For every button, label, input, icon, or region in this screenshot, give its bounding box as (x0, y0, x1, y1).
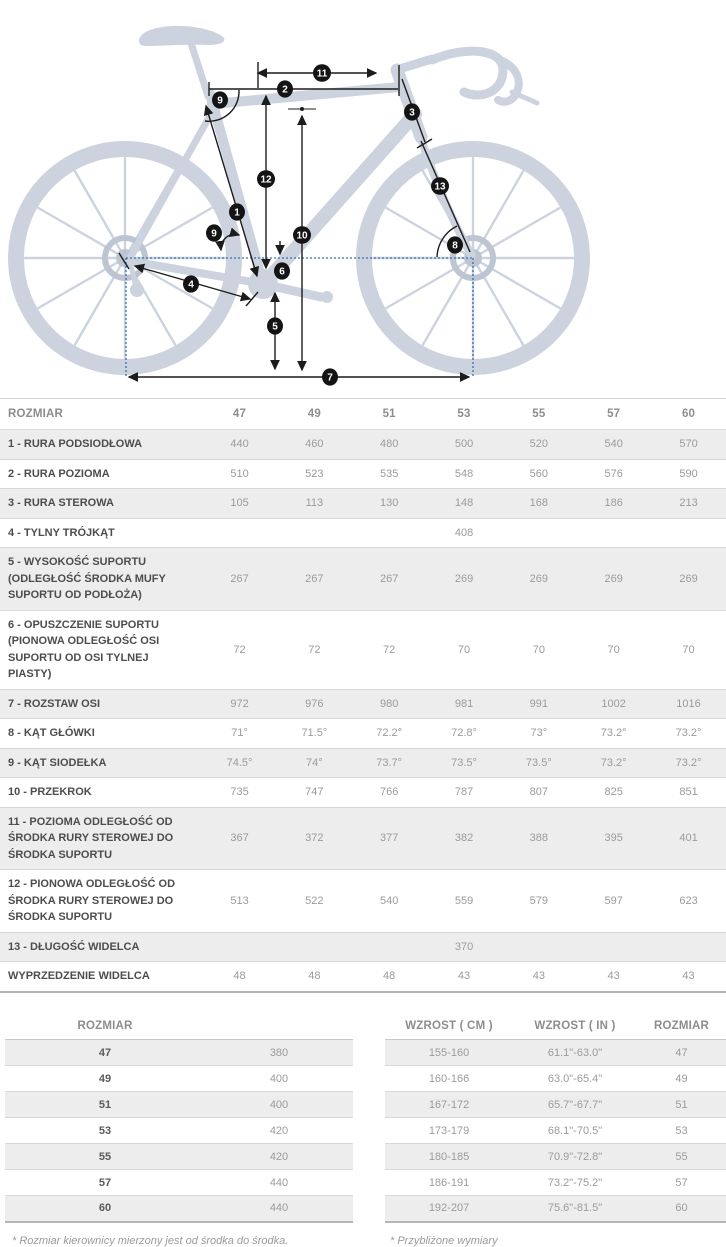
table-row (0, 962, 726, 992)
value-cell: 70 (607, 643, 620, 656)
bike-geometry-illustration (0, 0, 726, 398)
value-cell: 269 (454, 572, 474, 585)
value-cell: 269 (679, 572, 698, 585)
badge-5 (267, 317, 283, 334)
row-label: 9 - KĄT SIODEŁKA (8, 756, 107, 769)
value-cell: 576 (604, 467, 623, 480)
height-cm-cell: 186-191 (428, 1176, 470, 1189)
svg-text:4: 4 (188, 279, 194, 291)
value-cell: 460 (305, 438, 324, 451)
row-label: 12 - PIONOWA ODLEGŁOŚĆ OD ŚRODKA RURY STEROWEJ DO ŚRODKA SUPORTU (8, 878, 176, 923)
size-header-label: ROZMIAR (637, 1014, 726, 1040)
value-cell: 377 (380, 832, 399, 845)
value-cell: 372 (305, 832, 324, 845)
badge-9-bottom (206, 224, 222, 241)
table-row (385, 1118, 726, 1144)
value-cell: 400 (269, 1098, 289, 1111)
value-cell: 522 (305, 894, 324, 907)
value-cell: 787 (454, 786, 474, 799)
height-in-cell: 70.9"-72.8" (547, 1150, 603, 1163)
value-cell: 168 (529, 497, 549, 510)
row-label: 3 - RURA STEROWA (8, 497, 114, 509)
rear-derailleur (130, 283, 144, 297)
value-cell: 976 (305, 697, 324, 710)
handlebar-size-table (5, 1014, 353, 1223)
value-cell: 74° (306, 756, 323, 769)
value-cell (202, 518, 277, 548)
rider-height-sizing-table (385, 1014, 726, 1223)
value-cell: 71° (231, 727, 248, 740)
value-cell: 43 (682, 970, 695, 983)
badge-4 (183, 275, 199, 292)
table-row (385, 1196, 726, 1222)
size-cell: 47 (675, 1046, 688, 1059)
svg-text:12: 12 (260, 174, 272, 186)
handlebar-footnote: * Rozmiar kierownicy mierzony jest od środka do środka. (12, 1234, 289, 1247)
stem (396, 59, 432, 70)
size-cell: 57 (98, 1176, 112, 1189)
badge-10 (293, 226, 311, 244)
value-cell: 267 (380, 572, 399, 585)
value-cell: 382 (454, 832, 474, 845)
value-cell: 73.2° (675, 727, 702, 740)
value-cell: 73.7° (376, 756, 403, 769)
value-cell: 535 (380, 467, 399, 480)
value-cell: 981 (454, 697, 474, 710)
value-cell: 48 (383, 970, 396, 983)
value-cell: 70 (682, 643, 695, 656)
value-cell: 73.2° (600, 756, 627, 769)
value-cell: 825 (604, 786, 623, 799)
badge-11 (313, 64, 331, 82)
height-cm-cell: 173-179 (428, 1124, 470, 1137)
value-cell: 747 (305, 786, 324, 799)
svg-text:7: 7 (327, 372, 333, 384)
size-cell: 49 (98, 1072, 112, 1085)
value-cell: 73.5° (525, 756, 552, 769)
value-cell: 420 (269, 1124, 289, 1137)
value-cell: 370 (454, 940, 474, 953)
value-cell: 72.8° (451, 727, 477, 740)
size-column-header: 55 (532, 408, 546, 420)
table-row (0, 689, 726, 719)
saddle (139, 26, 224, 46)
value-cell (202, 932, 277, 962)
handlebar-header-row (5, 1014, 353, 1040)
value-cell: 401 (679, 832, 698, 845)
value-cell: 72 (308, 643, 321, 656)
row-label: WYPRZEDZENIE WIDELCA (8, 970, 150, 982)
value-cell: 186 (604, 497, 623, 510)
footnotes (0, 1235, 726, 1247)
value-cell: 559 (454, 894, 474, 907)
value-cell: 1002 (601, 697, 626, 710)
row-label: 13 - DŁUGOŚĆ WIDELCA (8, 940, 140, 953)
value-cell: 590 (679, 467, 698, 480)
value-cell: 70 (457, 643, 471, 656)
value-cell (651, 518, 726, 548)
value-cell: 766 (380, 786, 399, 799)
value-cell (352, 518, 427, 548)
row-label: 1 - RURA PODSIODŁOWA (8, 438, 143, 450)
value-cell: 73° (530, 727, 548, 740)
value-cell: 72 (383, 643, 396, 656)
value-cell: 148 (454, 497, 474, 510)
size-column-header: 53 (457, 408, 471, 420)
value-cell: 735 (230, 786, 249, 799)
table-row (5, 1170, 353, 1196)
empty-header (205, 1014, 353, 1040)
svg-text:9: 9 (211, 228, 217, 240)
bike-silhouette-icon (16, 26, 582, 367)
table-row (0, 489, 726, 519)
value-cell: 851 (679, 786, 698, 799)
height-in-cell: 63.0"-65.4" (547, 1072, 603, 1085)
value-cell: 480 (380, 438, 399, 451)
value-cell: 43 (607, 970, 620, 983)
badge-2 (277, 80, 293, 97)
value-cell: 70 (532, 643, 545, 656)
value-cell: 380 (269, 1046, 289, 1059)
value-cell: 400 (269, 1072, 289, 1085)
size-column-header: 49 (307, 408, 321, 420)
value-cell: 500 (454, 438, 474, 451)
standover-reference-dot (300, 107, 304, 111)
table-row (385, 1170, 726, 1196)
row-label: 5 - WYSOKOŚĆ SUPORTU (ODLEGŁOŚĆ ŚRODKA MUFY SUPORTU OD PODŁOŻA) (8, 556, 166, 601)
value-cell (501, 518, 576, 548)
value-cell (576, 518, 651, 548)
value-cell: 367 (230, 832, 249, 845)
height-in-cell: 61.1"-63.0" (547, 1046, 603, 1059)
value-cell: 105 (230, 497, 249, 510)
geometry-header-row (0, 399, 726, 430)
table-row (0, 748, 726, 778)
size-cell: 57 (675, 1176, 688, 1189)
value-cell: 74.5° (226, 756, 253, 769)
height-in-cell: 68.1"-70.5" (547, 1124, 603, 1137)
table-row (5, 1066, 353, 1092)
badge-1 (229, 203, 245, 220)
value-cell: 623 (679, 894, 698, 907)
row-label: 7 - ROZSTAW OSI (8, 697, 101, 710)
value-cell: 523 (305, 467, 324, 480)
value-cell: 48 (233, 970, 246, 983)
value-cell: 269 (604, 572, 623, 585)
height-in-cell: 73.2"-75.2" (547, 1176, 603, 1189)
svg-text:8: 8 (452, 240, 458, 252)
size-cell: 51 (675, 1098, 688, 1111)
table-row (385, 1066, 726, 1092)
value-cell (501, 932, 576, 962)
value-cell: 130 (380, 497, 399, 510)
size-cell: 55 (675, 1150, 688, 1163)
value-cell: 43 (532, 970, 545, 983)
table-row (0, 548, 726, 611)
size-column-header: 57 (607, 408, 621, 420)
row-label: 10 - PRZEKROK (8, 786, 92, 798)
table-row (0, 778, 726, 808)
value-cell (277, 932, 352, 962)
value-cell: 513 (230, 894, 249, 907)
value-cell: 267 (305, 572, 324, 585)
value-cell: 72.2° (376, 727, 403, 740)
size-cell: 53 (98, 1124, 112, 1137)
value-cell (277, 518, 352, 548)
table-row (0, 719, 726, 749)
table-row (5, 1118, 353, 1144)
height-cm-cell: 180-185 (428, 1150, 470, 1163)
bottom-tables (0, 1014, 726, 1223)
table-row (5, 1144, 353, 1170)
size-column-header: 47 (232, 408, 247, 420)
value-cell (651, 932, 726, 962)
value-cell: 807 (529, 786, 549, 799)
size-cell: 47 (98, 1046, 112, 1059)
value-cell: 440 (230, 438, 249, 451)
row-label: 6 - OPUSZCZENIE SUPORTU (PIONOWA ODLEGŁOŚĆ OSI SUPORTU OD OSI TYLNEJ PIASTY) (8, 618, 160, 680)
size-column-header: 60 (681, 408, 696, 420)
value-cell (352, 932, 427, 962)
value-cell: 597 (604, 894, 623, 907)
svg-text:10: 10 (296, 230, 308, 242)
badge-7 (322, 368, 338, 385)
size-cell: 60 (675, 1202, 688, 1215)
height-cm-cell: 160-166 (428, 1072, 470, 1085)
size-cell: 49 (675, 1072, 688, 1085)
badge-13 (431, 177, 449, 195)
value-cell: 408 (454, 526, 474, 539)
table-row (385, 1040, 726, 1066)
table-row (0, 610, 726, 689)
height-in-header: WZROST ( IN ) (513, 1014, 637, 1040)
table-row (0, 518, 726, 548)
svg-text:5: 5 (272, 321, 278, 333)
table-row (385, 1092, 726, 1118)
svg-text:2: 2 (282, 84, 288, 96)
value-cell: 520 (529, 438, 549, 451)
value-cell: 71.5° (301, 727, 328, 740)
value-cell: 73.5° (451, 756, 477, 769)
value-cell: 540 (380, 894, 399, 907)
badge-12 (257, 170, 275, 188)
height-cm-cell: 167-172 (428, 1098, 470, 1111)
value-cell: 388 (529, 832, 549, 845)
value-cell: 72 (233, 643, 246, 656)
row-label: 4 - TYLNY TRÓJKĄT (8, 526, 115, 539)
badge-8 (447, 236, 463, 253)
size-cell: 55 (98, 1150, 112, 1163)
height-cm-cell: 192-207 (428, 1202, 470, 1215)
table-row (385, 1144, 726, 1170)
size-header-label: ROZMIAR (8, 408, 64, 420)
table-row (0, 870, 726, 933)
value-cell: 73.2° (600, 727, 627, 740)
geometry-diagram (0, 0, 726, 398)
value-cell: 48 (308, 970, 321, 983)
rear-wheel (16, 149, 234, 367)
size-header-label: ROZMIAR (5, 1014, 205, 1040)
value-cell: 579 (529, 894, 549, 907)
value-cell: 991 (529, 697, 549, 710)
svg-text:6: 6 (279, 266, 285, 278)
table-row (5, 1092, 353, 1118)
table-row (5, 1040, 353, 1066)
badge-9-top (212, 91, 228, 108)
table-row (5, 1196, 353, 1222)
svg-text:13: 13 (434, 181, 446, 193)
height-in-cell: 75.6"-81.5" (547, 1202, 603, 1215)
value-cell: 73.2° (675, 756, 702, 769)
value-cell: 570 (679, 438, 698, 451)
value-cell: 43 (457, 970, 471, 983)
value-cell: 510 (230, 467, 249, 480)
row-label: 11 - POZIOMA ODLEGŁOŚĆ OD ŚRODKA RURY STEROWEJ DO ŚRODKA SUPORTU (8, 815, 174, 861)
table-row (0, 459, 726, 489)
height-in-cell: 65.7"-67.7" (547, 1098, 603, 1111)
row-label: 8 - KĄT GŁÓWKI (8, 727, 95, 739)
table-row (0, 807, 726, 870)
badge-3 (404, 103, 420, 120)
value-cell: 267 (230, 572, 249, 585)
row-label: 2 - RURA POZIOMA (8, 467, 110, 480)
height-cm-header: WZROST ( CM ) (385, 1014, 513, 1040)
value-cell (576, 932, 651, 962)
value-cell: 440 (269, 1202, 289, 1215)
pedal (321, 291, 333, 303)
size-column-header: 51 (382, 408, 396, 420)
value-cell: 560 (529, 467, 549, 480)
value-cell: 1016 (676, 697, 701, 710)
value-cell: 269 (529, 572, 549, 585)
sizing-header-row (385, 1014, 726, 1040)
value-cell: 440 (269, 1176, 289, 1189)
table-row (0, 932, 726, 962)
table-row (0, 430, 726, 460)
value-cell: 420 (269, 1150, 289, 1163)
value-cell: 213 (679, 497, 698, 510)
size-cell: 60 (98, 1202, 112, 1215)
value-cell: 395 (604, 832, 623, 845)
value-cell: 113 (305, 497, 324, 510)
value-cell: 540 (604, 438, 623, 451)
svg-text:11: 11 (316, 68, 328, 80)
svg-text:1: 1 (234, 207, 240, 219)
sizing-footnote: * Przybliżone wymiary (390, 1234, 498, 1247)
size-cell: 51 (98, 1098, 112, 1111)
geometry-table (0, 398, 726, 993)
size-cell: 53 (675, 1124, 688, 1137)
value-cell: 548 (454, 467, 474, 480)
badge-6 (274, 262, 290, 279)
svg-text:9: 9 (217, 95, 223, 107)
value-cell: 980 (380, 697, 399, 710)
value-cell: 972 (230, 697, 249, 710)
handlebar (432, 51, 503, 95)
svg-text:3: 3 (409, 107, 415, 119)
height-cm-cell: 155-160 (428, 1046, 470, 1059)
